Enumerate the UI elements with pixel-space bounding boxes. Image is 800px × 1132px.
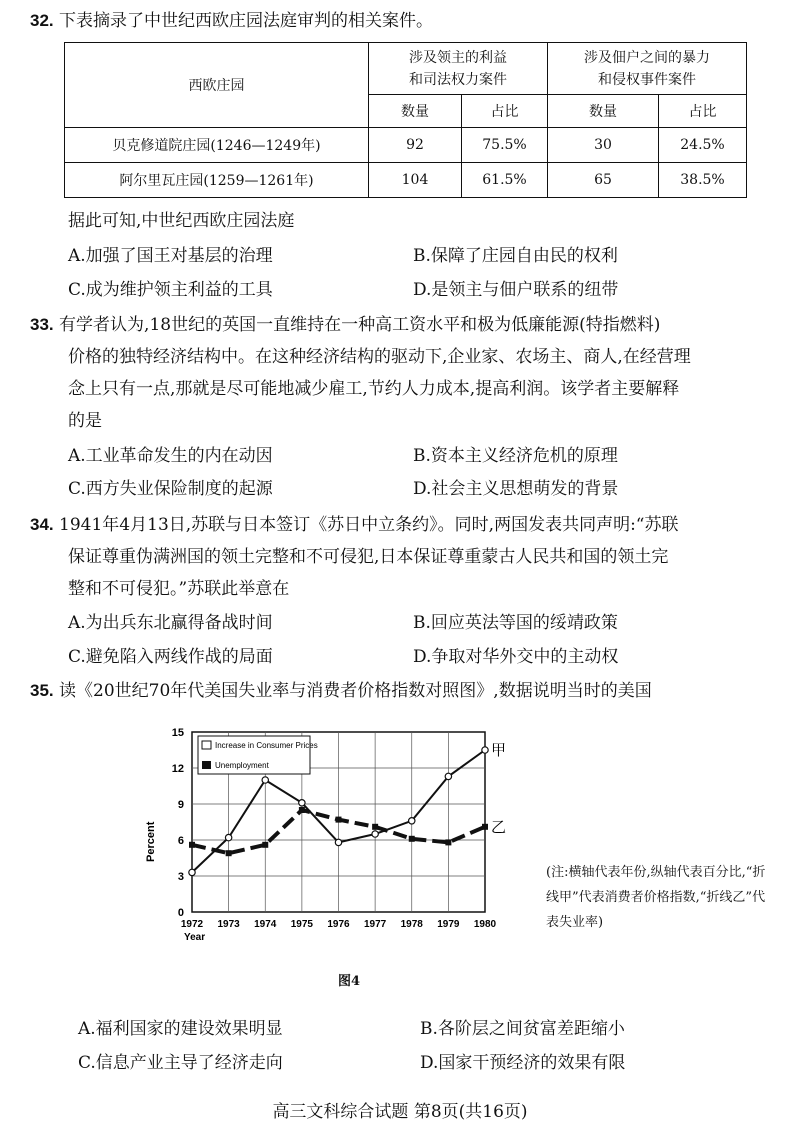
q35-option-d: D.国家干预经济的效果有限: [420, 1053, 626, 1073]
q34-line-1: [30, 514, 678, 536]
table-cell: 92: [369, 128, 462, 163]
data-point-unemployment: [262, 842, 268, 848]
q33-line-3: 念上只有一点,那就是尽可能地减少雇工,节约人力成本,提高利润。该学者主要解释: [68, 379, 680, 399]
q34-option-b: B.回应英法等国的绥靖政策: [413, 613, 618, 633]
table-header-group2-line1: 涉及佃户之间的暴力: [584, 49, 710, 66]
data-point-unemployment: [189, 842, 195, 848]
q35-option-b: B.各阶层之间贫富差距缩小: [420, 1019, 625, 1039]
data-point-consumer-prices: [262, 777, 268, 783]
q35-stem-line: [30, 680, 652, 702]
q33-line-2: 价格的独特经济结构中。在这种经济结构的驱动下,企业家、农场主、商人,在经营理: [68, 347, 691, 367]
y-tick-label: 3: [177, 871, 184, 883]
y-tick-label: 6: [177, 835, 184, 847]
table-cell-name: 贝克修道院庄园(1246—1249年): [65, 128, 369, 163]
x-tick-label: 1975: [290, 919, 313, 930]
table-header-group1: [369, 43, 548, 95]
q35-option-c: C.信息产业主导了经济走向: [78, 1053, 283, 1073]
x-tick-label: 1978: [400, 919, 423, 930]
q35-number: 35.: [30, 681, 54, 700]
legend-swatch-unemployment: [202, 761, 211, 769]
x-tick-label: 1980: [473, 919, 497, 930]
q35-stem: 读《20世纪70年代美国失业率与消费者价格指数对照图》,数据说明当时的美国: [59, 681, 652, 701]
line-chart: [140, 720, 520, 960]
table-cell-name: 阿尔里瓦庄园(1259—1261年): [65, 163, 369, 198]
x-tick-label: 1973: [217, 919, 240, 930]
legend-label-unemployment: Unemployment: [215, 761, 269, 770]
table-cell: 61.5%: [462, 163, 548, 198]
table-sub-count-1: 数量: [369, 95, 462, 128]
data-point-unemployment: [226, 850, 232, 856]
data-point-consumer-prices: [299, 800, 305, 806]
q33-text-1: 有学者认为,18世纪的英国一直维持在一种高工资水平和极为低廉能源(特指燃料): [59, 315, 661, 335]
y-tick-label: 0: [177, 907, 184, 919]
q33-option-a: A.工业革命发生的内在动因: [68, 446, 273, 466]
legend-swatch-consumer-prices: [202, 741, 211, 749]
q34-text-1: 1941年4月13日,苏联与日本签订《苏日中立条约》。同时,两国发表共同声明:“苏联: [59, 515, 679, 535]
chart-note: (注:横轴代表年份,纵轴代表百分比,“折线甲”代表消费者价格指数,“折线乙”代表失业率): [546, 865, 766, 930]
q32-option-d: D.是领主与佃户联系的纽带: [413, 280, 619, 300]
data-point-consumer-prices: [445, 773, 451, 779]
data-point-unemployment: [372, 824, 378, 830]
y-tick-label: 15: [171, 727, 184, 739]
q33-number: 33.: [30, 315, 54, 334]
label-yi: 乙: [491, 817, 507, 836]
data-point-consumer-prices: [335, 839, 341, 845]
y-axis-label: Percent: [145, 821, 157, 862]
table-cell: 75.5%: [462, 128, 548, 163]
q33-option-d: D.社会主义思想萌发的背景: [413, 479, 619, 499]
table-header-group2: [548, 43, 747, 95]
q32-question: 据此可知,中世纪西欧庄园法庭: [68, 211, 295, 231]
q34-option-c: C.避免陷入两线作战的局面: [68, 647, 273, 667]
chart-container: [140, 720, 520, 960]
q34-option-d: D.争取对华外交中的主动权: [413, 647, 619, 667]
table-sub-ratio-1: 占比: [462, 95, 548, 128]
page-footer: 高三文科综合试题 第8页(共16页): [272, 1102, 528, 1122]
table-cell: 104: [369, 163, 462, 198]
x-tick-label: 1979: [437, 919, 460, 930]
y-tick-label: 12: [171, 763, 184, 775]
data-point-unemployment: [482, 824, 488, 830]
data-point-unemployment: [445, 839, 451, 845]
data-point-consumer-prices: [372, 831, 378, 837]
q34-line-3: 整和不可侵犯。”苏联此举意在: [68, 579, 290, 599]
q32-table: [64, 42, 747, 198]
table-cell: 65: [548, 163, 659, 198]
figure-caption: 图4: [338, 974, 361, 989]
q33-option-b: B.资本主义经济危机的原理: [413, 446, 618, 466]
q34-line-2: 保证尊重伪满洲国的领土完整和不可侵犯,日本保证尊重蒙古人民共和国的领土完: [68, 547, 669, 567]
data-point-consumer-prices: [225, 834, 231, 840]
x-axis-label: Year: [184, 932, 206, 943]
q35-option-a: A.福利国家的建设效果明显: [78, 1019, 283, 1039]
data-point-consumer-prices: [482, 747, 488, 753]
x-tick-label: 1972: [180, 919, 204, 930]
q32-stem-line: [30, 10, 433, 32]
table-row: [65, 163, 747, 198]
legend-label-consumer-prices: Increase in Consumer Prices: [215, 741, 318, 750]
q33-line-1: [30, 314, 660, 336]
table-cell: 38.5%: [659, 163, 747, 198]
q32-option-c: C.成为维护领主利益的工具: [68, 280, 273, 300]
data-point-consumer-prices: [189, 869, 195, 875]
table-header-group1-line2: 和司法权力案件: [409, 71, 507, 88]
x-tick-label: 1976: [327, 919, 350, 930]
q33-line-4: 的是: [68, 411, 102, 431]
q32-option-b: B.保障了庄园自由民的权利: [413, 246, 618, 266]
table-header-manor: 西欧庄园: [65, 43, 369, 128]
data-point-unemployment: [336, 817, 342, 823]
y-tick-label: 9: [177, 799, 184, 811]
q32-stem: 下表摘录了中世纪西欧庄园法庭审判的相关案件。: [59, 11, 434, 31]
table-cell: 24.5%: [659, 128, 747, 163]
q34-number: 34.: [30, 515, 54, 534]
x-tick-label: 1974: [254, 919, 277, 930]
table-cell: 30: [548, 128, 659, 163]
table-sub-count-2: 数量: [548, 95, 659, 128]
label-jia: 甲: [491, 741, 507, 759]
data-point-consumer-prices: [409, 818, 415, 824]
table-sub-ratio-2: 占比: [659, 95, 747, 128]
q33-option-c: C.西方失业保险制度的起源: [68, 479, 273, 499]
data-point-unemployment: [409, 836, 415, 842]
q34-option-a: A.为出兵东北赢得备战时间: [68, 613, 273, 633]
q32-option-a: A.加强了国王对基层的治理: [68, 246, 273, 266]
table-header-group1-line1: 涉及领主的利益: [409, 49, 507, 66]
x-tick-label: 1977: [364, 919, 387, 930]
data-point-unemployment: [299, 807, 305, 813]
q32-number: 32.: [30, 11, 54, 30]
table-header-group2-line2: 和侵权事件案件: [598, 71, 696, 88]
table-row: [65, 128, 747, 163]
